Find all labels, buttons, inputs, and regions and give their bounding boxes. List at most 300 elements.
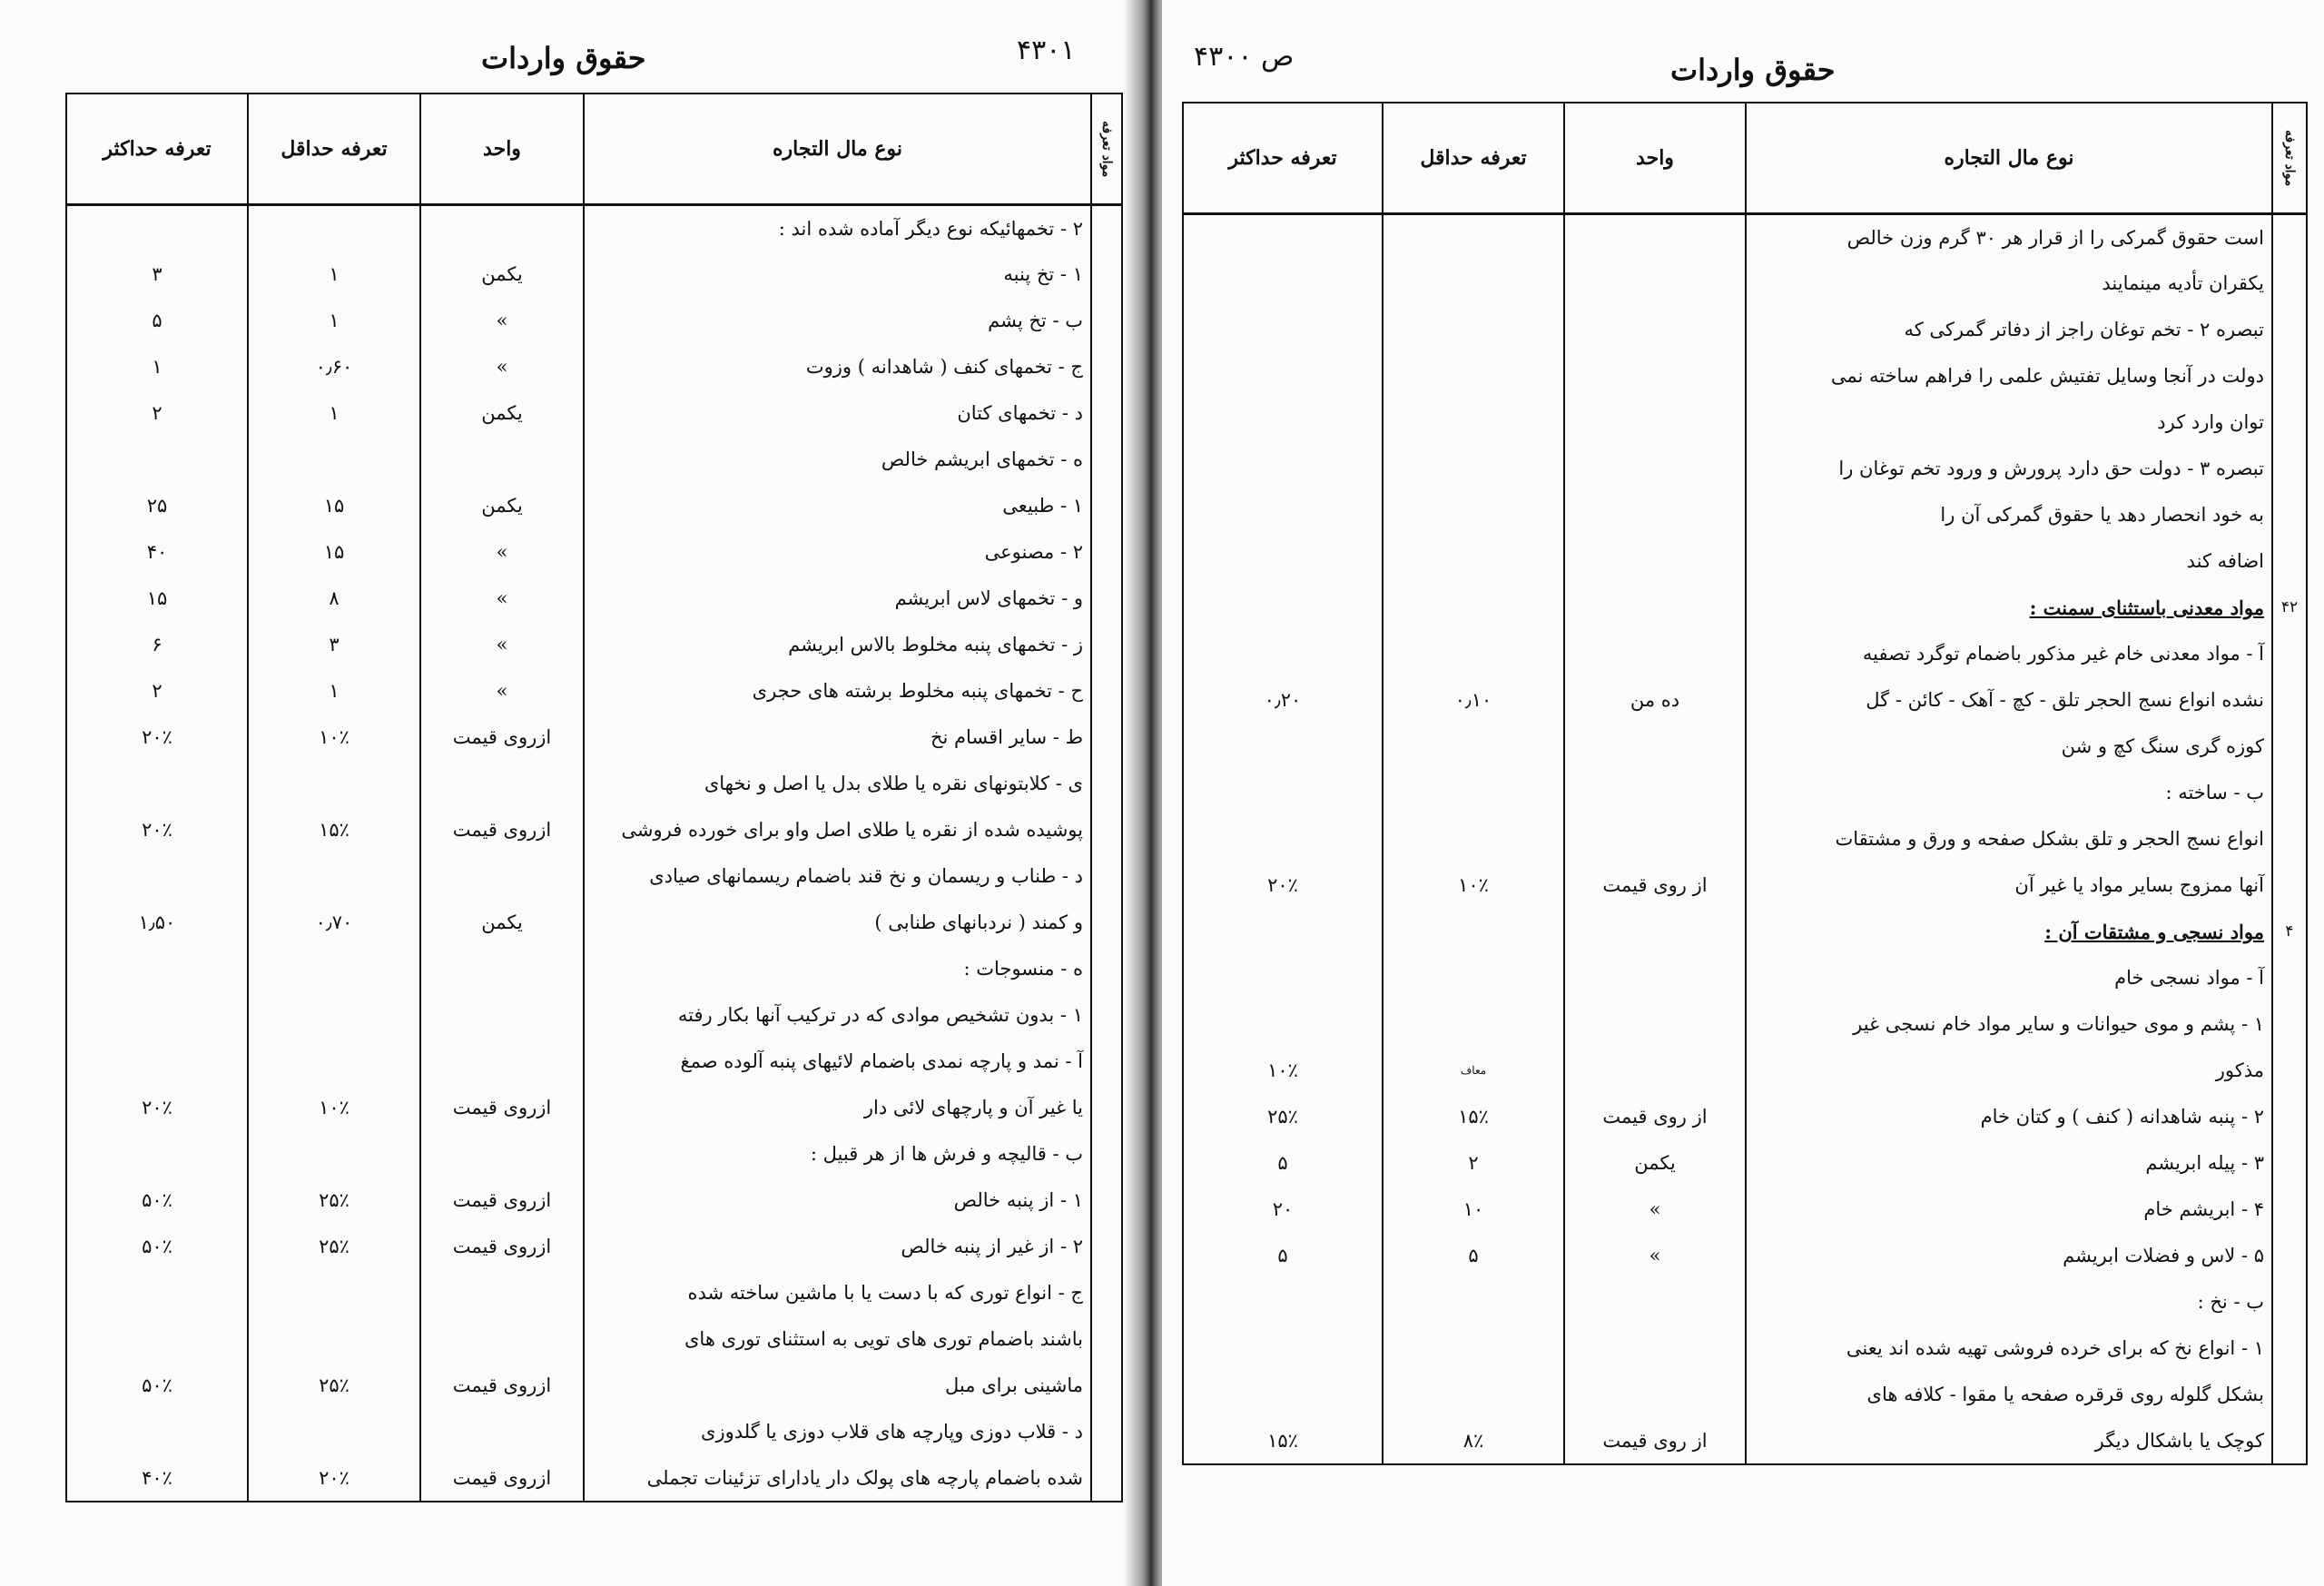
item-description: نشده انواع نسج الحجر تلق - کچ - آهک - کائن - گل xyxy=(1746,677,2272,724)
item-unit xyxy=(1564,816,1746,862)
table-row xyxy=(1183,538,2307,585)
item-max-tariff: ۵۰٪ xyxy=(66,1363,248,1409)
table-row xyxy=(1183,816,2307,862)
item-min-tariff: ۱ xyxy=(248,298,420,344)
item-min-tariff xyxy=(1383,585,1564,631)
tariff-code xyxy=(1091,205,1122,251)
item-max-tariff: ۱٫۵۰ xyxy=(66,900,248,946)
header-min-tariff: تعرفه حداقل xyxy=(248,94,420,205)
tariff-code xyxy=(2272,955,2307,1001)
table-row xyxy=(1183,770,2307,816)
item-min-tariff: ۱۰٪ xyxy=(248,1085,420,1131)
item-unit xyxy=(1564,770,1746,816)
item-unit xyxy=(1564,909,1746,955)
table-row xyxy=(1183,307,2307,353)
tariff-code xyxy=(1091,251,1122,298)
item-min-tariff xyxy=(248,437,420,483)
item-min-tariff xyxy=(1383,1048,1564,1094)
tariff-code xyxy=(2272,1001,2307,1048)
item-min-tariff xyxy=(1383,816,1564,862)
item-description: آ - مواد معدنی خام غیر مذکور باضمام توگرد تصفیه xyxy=(1746,631,2272,677)
table-row xyxy=(1183,1372,2307,1418)
item-unit xyxy=(420,992,584,1039)
item-max-tariff: ۲۰٪ xyxy=(66,807,248,853)
item-unit xyxy=(1564,399,1746,446)
tariff-code: ۴ xyxy=(2272,909,2307,955)
table-header-row xyxy=(1183,103,2307,214)
left-page xyxy=(0,0,1135,1586)
item-max-tariff: ۵۰٪ xyxy=(66,1224,248,1270)
tariff-code xyxy=(2272,862,2307,909)
item-unit: از روی قیمت xyxy=(1564,862,1746,909)
item-unit xyxy=(420,1316,584,1363)
item-max-tariff xyxy=(1183,585,1383,631)
table-row xyxy=(66,1316,1122,1363)
tariff-code xyxy=(1091,853,1122,900)
item-max-tariff xyxy=(1183,307,1383,353)
tariff-code xyxy=(2272,770,2307,816)
item-max-tariff xyxy=(66,1039,248,1085)
table-row xyxy=(1183,1187,2307,1233)
table-row xyxy=(66,344,1122,390)
table-header-row xyxy=(66,94,1122,205)
item-unit xyxy=(1564,585,1746,631)
tariff-code xyxy=(1091,714,1122,761)
item-min-tariff xyxy=(248,1270,420,1316)
item-min-tariff: ۸٪ xyxy=(1383,1418,1564,1464)
item-unit: » xyxy=(420,298,584,344)
item-min-tariff xyxy=(1383,214,1564,261)
item-description: د - تخمهای کتان xyxy=(584,390,1091,437)
right-page xyxy=(1162,0,2324,1586)
item-description: ج - تخمهای کنف ( شاهدانه ) وزوت xyxy=(584,344,1091,390)
tariff-code xyxy=(1091,1039,1122,1085)
table-row xyxy=(66,483,1122,529)
left-page-title: حقوق واردات xyxy=(481,41,646,75)
item-unit: یکمن xyxy=(420,483,584,529)
item-description: ۱ - از پنبه خالص xyxy=(584,1177,1091,1224)
item-unit: ازروی قیمت xyxy=(420,1363,584,1409)
item-min-tariff xyxy=(1383,1372,1564,1418)
item-max-tariff xyxy=(1183,1279,1383,1325)
table-row xyxy=(66,946,1122,992)
item-max-tariff xyxy=(66,1316,248,1363)
item-min-tariff: ۲۰٪ xyxy=(248,1455,420,1502)
right-page-title: حقوق واردات xyxy=(1670,53,1836,87)
item-unit: » xyxy=(420,668,584,714)
item-min-tariff: ۱ xyxy=(248,668,420,714)
item-max-tariff: ۰٫۲۰ xyxy=(1183,677,1383,724)
item-max-tariff xyxy=(1183,631,1383,677)
table-row xyxy=(66,1455,1122,1502)
table-row xyxy=(66,437,1122,483)
item-max-tariff: ۵ xyxy=(1183,1233,1383,1279)
tariff-code xyxy=(1091,1316,1122,1363)
item-description: ۱ - تخ پنبه xyxy=(584,251,1091,298)
item-min-tariff: ۲۵٪ xyxy=(248,1224,420,1270)
item-max-tariff xyxy=(1183,353,1383,399)
tariff-code xyxy=(2272,724,2307,770)
item-max-tariff: ۲۵٪ xyxy=(1183,1094,1383,1140)
item-min-tariff xyxy=(1383,399,1564,446)
table-row xyxy=(1183,492,2307,538)
item-max-tariff: ۲ xyxy=(66,668,248,714)
left-table-body xyxy=(66,205,1122,1502)
item-min-tariff xyxy=(1383,538,1564,585)
item-max-tariff xyxy=(66,1131,248,1177)
item-description: ز - تخمهای پنبه مخلوط بالاس ابریشم xyxy=(584,622,1091,668)
item-max-tariff xyxy=(66,992,248,1039)
item-unit xyxy=(1564,261,1746,307)
item-min-tariff: ۱۵ xyxy=(248,529,420,576)
item-max-tariff xyxy=(66,853,248,900)
item-description: انواع نسج الحجر و تلق بشکل صفحه و ورق و مشتقات xyxy=(1746,816,2272,862)
table-row xyxy=(1183,1048,2307,1094)
item-min-tariff: ۱ xyxy=(248,251,420,298)
item-description: ۴ - ابریشم خام xyxy=(1746,1187,2272,1233)
item-unit xyxy=(1564,1048,1746,1094)
item-description: ۱ - انواع نخ که برای خرده فروشی تهیه شده اند یعنی xyxy=(1746,1325,2272,1372)
table-row xyxy=(66,900,1122,946)
item-max-tariff xyxy=(1183,214,1383,261)
item-unit: یکمن xyxy=(420,251,584,298)
item-description: بشکل گلوله روی قرقره صفحه یا مقوا - کلافه های xyxy=(1746,1372,2272,1418)
item-min-tariff xyxy=(1383,446,1564,492)
item-max-tariff xyxy=(66,946,248,992)
item-min-tariff xyxy=(248,205,420,251)
item-unit: » xyxy=(420,344,584,390)
tariff-code xyxy=(2272,492,2307,538)
table-row xyxy=(66,714,1122,761)
item-unit xyxy=(420,946,584,992)
table-row xyxy=(1183,631,2307,677)
item-min-tariff xyxy=(1383,724,1564,770)
tariff-code xyxy=(2272,677,2307,724)
tariff-code xyxy=(1091,992,1122,1039)
table-row xyxy=(66,1409,1122,1455)
item-description: باشند باضمام توری های تویی به استثنای توری های xyxy=(584,1316,1091,1363)
tariff-code xyxy=(1091,1270,1122,1316)
tariff-code xyxy=(2272,399,2307,446)
item-max-tariff xyxy=(1183,538,1383,585)
item-min-tariff: ۲۵٪ xyxy=(248,1363,420,1409)
item-max-tariff: ۲۰٪ xyxy=(66,1085,248,1131)
tariff-code xyxy=(2272,1187,2307,1233)
item-description: ب - قالیچه و فرش ها از هر قبیل : xyxy=(584,1131,1091,1177)
item-unit xyxy=(1564,955,1746,1001)
tariff-code xyxy=(2272,214,2307,261)
table-row xyxy=(1183,261,2307,307)
item-description: ۱ - پشم و موی حیوانات و سایر مواد خام نسجی غیر xyxy=(1746,1001,2272,1048)
table-row xyxy=(1183,1279,2307,1325)
item-max-tariff xyxy=(1183,399,1383,446)
tariff-code xyxy=(2272,307,2307,353)
item-unit: ازروی قیمت xyxy=(420,807,584,853)
item-min-tariff xyxy=(1383,353,1564,399)
item-description: توان وارد کرد xyxy=(1746,399,2272,446)
item-description: به خود انحصار دهد یا حقوق گمرکی آن را xyxy=(1746,492,2272,538)
item-max-tariff xyxy=(1183,446,1383,492)
tariff-code xyxy=(1091,1363,1122,1409)
table-row xyxy=(1183,1094,2307,1140)
item-description: ب - تخ پشم xyxy=(584,298,1091,344)
tariff-code xyxy=(2272,1048,2307,1094)
tariff-code xyxy=(1091,807,1122,853)
tariff-code xyxy=(1091,668,1122,714)
tariff-code xyxy=(1091,437,1122,483)
item-max-tariff xyxy=(66,1409,248,1455)
tariff-code xyxy=(2272,1279,2307,1325)
item-min-tariff: ۱۰٪ xyxy=(248,714,420,761)
right-tariff-table xyxy=(1182,102,2308,1465)
item-unit: » xyxy=(420,529,584,576)
item-min-tariff: ۲ xyxy=(1383,1140,1564,1187)
tariff-code xyxy=(2272,1325,2307,1372)
item-min-tariff: ۸ xyxy=(248,576,420,622)
item-min-tariff xyxy=(248,853,420,900)
tariff-code xyxy=(2272,446,2307,492)
item-description: ج - انواع توری که با دست یا با ماشین ساخته شده xyxy=(584,1270,1091,1316)
table-row xyxy=(66,298,1122,344)
item-description: کوچک یا باشکال دیگر xyxy=(1746,1418,2272,1464)
item-description: مذکور xyxy=(1746,1048,2272,1094)
table-row xyxy=(66,1270,1122,1316)
tariff-code xyxy=(1091,946,1122,992)
item-min-tariff xyxy=(1383,955,1564,1001)
item-description: دولت در آنجا وسایل تفتیش علمی را فراهم ساخته نمی xyxy=(1746,353,2272,399)
item-unit xyxy=(420,761,584,807)
item-unit: » xyxy=(420,576,584,622)
table-row xyxy=(66,576,1122,622)
item-max-tariff xyxy=(66,1270,248,1316)
header-max-tariff: تعرفه حداکثر xyxy=(1183,103,1383,214)
item-max-tariff xyxy=(66,437,248,483)
tariff-code xyxy=(2272,353,2307,399)
table-row xyxy=(1183,1140,2307,1187)
item-description: ۲ - پنبه شاهدانه ( کنف ) و کتان خام xyxy=(1746,1094,2272,1140)
item-max-tariff: ۴۰٪ xyxy=(66,1455,248,1502)
item-description: د - قلاب دوزی وپارچه های قلاب دوزی یا گلدوزی xyxy=(584,1409,1091,1455)
item-min-tariff xyxy=(1383,631,1564,677)
item-unit xyxy=(420,205,584,251)
item-max-tariff: ۵ xyxy=(1183,1140,1383,1187)
table-row xyxy=(1183,214,2307,261)
item-unit xyxy=(1564,631,1746,677)
tariff-code xyxy=(1091,1409,1122,1455)
item-description: شده باضمام پارچه های پولک دار یادارای تزئینات تجملی xyxy=(584,1455,1091,1502)
item-min-tariff xyxy=(1383,909,1564,955)
item-unit: ازروی قیمت xyxy=(420,1085,584,1131)
tariff-code xyxy=(2272,1140,2307,1187)
item-description: تبصره ۳ - دولت حق دارد پرورش و ورود تخم توغان را xyxy=(1746,446,2272,492)
tariff-code xyxy=(1091,1455,1122,1502)
tariff-code xyxy=(2272,1418,2307,1464)
item-max-tariff: ۲۰ xyxy=(1183,1187,1383,1233)
item-unit xyxy=(420,1409,584,1455)
tariff-code xyxy=(2272,538,2307,585)
left-page-number: ۴۳۰۱ xyxy=(1017,34,1076,66)
item-max-tariff: ۵۰٪ xyxy=(66,1177,248,1224)
table-row xyxy=(66,992,1122,1039)
table-row xyxy=(1183,724,2307,770)
item-min-tariff: ۰٫۷۰ xyxy=(248,900,420,946)
table-row xyxy=(66,668,1122,714)
item-unit xyxy=(1564,446,1746,492)
table-row xyxy=(66,251,1122,298)
item-description: است حقوق گمرکی را از قرار هر ۳۰ گرم وزن خالص xyxy=(1746,214,2272,261)
item-min-tariff: ۱۰ xyxy=(1383,1187,1564,1233)
table-row xyxy=(66,853,1122,900)
tariff-code xyxy=(2272,261,2307,307)
tariff-code: ۴۲ xyxy=(2272,585,2307,631)
tariff-code xyxy=(1091,1177,1122,1224)
item-min-tariff: ۱ xyxy=(248,390,420,437)
table-row xyxy=(66,807,1122,853)
item-min-tariff: ۲۵٪ xyxy=(248,1177,420,1224)
item-max-tariff: ۱۰٪ xyxy=(1183,1048,1383,1094)
tariff-code xyxy=(1091,1085,1122,1131)
table-row xyxy=(1183,1418,2307,1464)
item-description: پوشیده شده از نقره یا طلای اصل واو برای خورده فروشی xyxy=(584,807,1091,853)
item-unit xyxy=(420,1039,584,1085)
item-description: مواد نسجی و مشتقات آن : xyxy=(1746,909,2272,955)
item-description: ۵ - لاس و فضلات ابریشم xyxy=(1746,1233,2272,1279)
item-unit: ازروی قیمت xyxy=(420,714,584,761)
right-table-body xyxy=(1183,214,2307,1464)
table-row xyxy=(66,622,1122,668)
item-description: ح - تخمهای پنبه مخلوط برشته های حجری xyxy=(584,668,1091,714)
item-min-tariff xyxy=(1383,261,1564,307)
item-min-tariff xyxy=(1383,307,1564,353)
tariff-code xyxy=(1091,483,1122,529)
item-unit xyxy=(1564,1001,1746,1048)
item-max-tariff: ۵ xyxy=(66,298,248,344)
item-unit: از روی قیمت xyxy=(1564,1418,1746,1464)
item-min-tariff xyxy=(1383,1001,1564,1048)
table-row xyxy=(1183,353,2307,399)
item-max-tariff: ۳ xyxy=(66,251,248,298)
item-max-tariff: ۲۵ xyxy=(66,483,248,529)
table-row xyxy=(1183,399,2307,446)
item-max-tariff xyxy=(1183,1325,1383,1372)
tariff-code xyxy=(1091,298,1122,344)
item-unit xyxy=(1564,353,1746,399)
item-description: و - تخمهای لاس ابریشم xyxy=(584,576,1091,622)
header-code: مواد تعرفه xyxy=(2272,103,2307,214)
item-min-tariff: ۱۵٪ xyxy=(248,807,420,853)
item-max-tariff: ۱ xyxy=(66,344,248,390)
item-max-tariff xyxy=(66,761,248,807)
item-max-tariff xyxy=(1183,1001,1383,1048)
left-tariff-table xyxy=(65,93,1123,1502)
item-max-tariff xyxy=(1183,724,1383,770)
item-min-tariff xyxy=(248,1316,420,1363)
item-unit xyxy=(420,853,584,900)
item-unit: یکمن xyxy=(420,900,584,946)
header-unit: واحد xyxy=(420,94,584,205)
min-tariff-note: معاف xyxy=(1460,1064,1487,1077)
item-min-tariff xyxy=(248,946,420,992)
item-description: اضافه کند xyxy=(1746,538,2272,585)
item-min-tariff xyxy=(248,992,420,1039)
table-row xyxy=(66,529,1122,576)
item-description: یکقران تأدیه مینمایند xyxy=(1746,261,2272,307)
item-max-tariff xyxy=(66,205,248,251)
item-min-tariff xyxy=(248,1039,420,1085)
item-description: ۲ - تخمهائیکه نوع دیگر آماده شده اند : xyxy=(584,205,1091,251)
item-min-tariff xyxy=(248,1131,420,1177)
table-row xyxy=(1183,1325,2307,1372)
tariff-code xyxy=(1091,529,1122,576)
item-unit xyxy=(420,437,584,483)
table-row xyxy=(1183,862,2307,909)
item-max-tariff xyxy=(1183,1372,1383,1418)
item-unit: ازروی قیمت xyxy=(420,1177,584,1224)
header-description: نوع مال التجاره xyxy=(1746,103,2272,214)
tariff-code xyxy=(1091,344,1122,390)
table-row xyxy=(66,761,1122,807)
tariff-code xyxy=(1091,390,1122,437)
table-row xyxy=(1183,909,2307,955)
item-min-tariff: ۰٫۶۰ xyxy=(248,344,420,390)
right-page-number: ص ۴۳۰۰ xyxy=(1194,41,1295,73)
item-min-tariff xyxy=(248,1409,420,1455)
item-unit: » xyxy=(1564,1233,1746,1279)
item-description: ه - تخمهای ابریشم خالص xyxy=(584,437,1091,483)
item-description: کوزه گری سنگ کچ و شن xyxy=(1746,724,2272,770)
item-min-tariff xyxy=(1383,1279,1564,1325)
table-row xyxy=(1183,677,2307,724)
item-max-tariff xyxy=(1183,492,1383,538)
item-min-tariff: ۰٫۱۰ xyxy=(1383,677,1564,724)
item-min-tariff xyxy=(248,761,420,807)
item-unit xyxy=(420,1131,584,1177)
table-row xyxy=(66,1177,1122,1224)
item-unit xyxy=(1564,1279,1746,1325)
item-unit xyxy=(420,1270,584,1316)
item-min-tariff xyxy=(1383,1325,1564,1372)
tariff-code xyxy=(1091,900,1122,946)
tariff-code xyxy=(1091,1131,1122,1177)
item-description: د - طناب و ریسمان و نخ قند باضمام ریسمانهای صیادی xyxy=(584,853,1091,900)
tariff-code xyxy=(1091,1224,1122,1270)
table-row xyxy=(66,1085,1122,1131)
item-description: ۳ - پیله ابریشم xyxy=(1746,1140,2272,1187)
item-unit: » xyxy=(420,622,584,668)
item-max-tariff: ۴۰ xyxy=(66,529,248,576)
header-unit: واحد xyxy=(1564,103,1746,214)
item-description: ۲ - مصنوعی xyxy=(584,529,1091,576)
item-unit: ازروی قیمت xyxy=(420,1224,584,1270)
item-max-tariff: ۱۵٪ xyxy=(1183,1418,1383,1464)
item-unit: ده من xyxy=(1564,677,1746,724)
item-description: آنها ممزوج بسایر مواد یا غیر آن xyxy=(1746,862,2272,909)
item-description: تبصره ۲ - تخم توغان راجز از دفاتر گمرکی که xyxy=(1746,307,2272,353)
item-unit: » xyxy=(1564,1187,1746,1233)
item-max-tariff: ۲۰٪ xyxy=(1183,862,1383,909)
table-row xyxy=(1183,1001,2307,1048)
item-min-tariff: ۱۵٪ xyxy=(1383,1094,1564,1140)
tariff-code xyxy=(2272,816,2307,862)
item-max-tariff xyxy=(1183,261,1383,307)
item-max-tariff xyxy=(1183,816,1383,862)
header-min-tariff: تعرفه حداقل xyxy=(1383,103,1564,214)
table-row xyxy=(66,1039,1122,1085)
table-row xyxy=(1183,446,2307,492)
item-unit: یکمن xyxy=(1564,1140,1746,1187)
tariff-code xyxy=(2272,1372,2307,1418)
item-description: مواد معدنی باستثنای سمنت : xyxy=(1746,585,2272,631)
